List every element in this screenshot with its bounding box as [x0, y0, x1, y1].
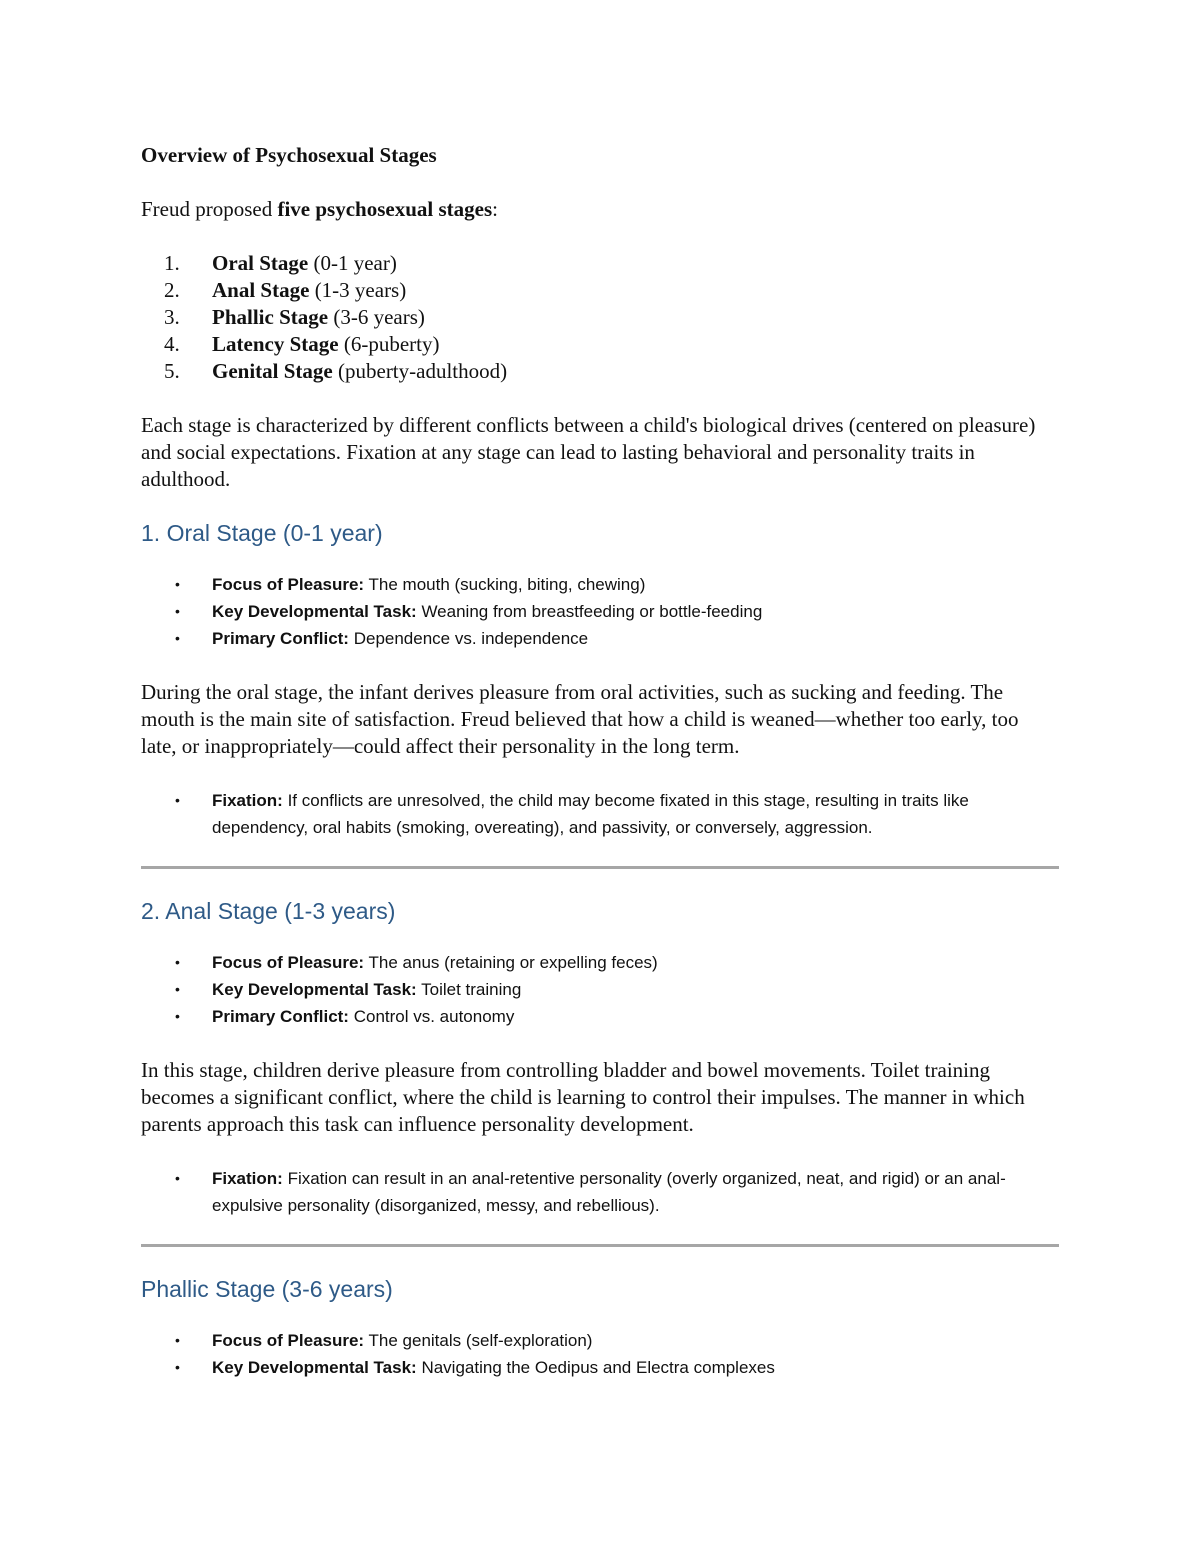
- list-item: [141, 1003, 1059, 1030]
- fact-label: Focus of Pleasure:: [212, 575, 365, 594]
- stage-name: Anal Stage: [212, 278, 310, 302]
- list-item: [141, 1327, 1059, 1354]
- fact-label: Focus of Pleasure:: [212, 953, 365, 972]
- phallic-facts-list: [141, 1327, 1059, 1381]
- fact-text: Control vs. autonomy: [348, 1007, 515, 1026]
- list-item: [141, 277, 1059, 304]
- oral-facts-list: [141, 571, 1059, 652]
- oral-fixation-list: [141, 787, 1059, 841]
- list-item: [141, 571, 1059, 598]
- stage-name: Genital Stage: [212, 359, 333, 383]
- list-item: [141, 949, 1059, 976]
- anal-fixation-list: [141, 1165, 1059, 1219]
- anal-facts-list: [141, 949, 1059, 1030]
- oral-body-paragraph: During the oral stage, the infant derives pleasure from oral activities, such as sucking and feeding. The mouth is the main site of satisfaction. Freud believed that how a child is weaned—whether too early, too late, or inappropriately—could affect their personality in the long term.: [141, 680, 1019, 758]
- section-heading-anal: 2. Anal Stage (1-3 years): [141, 898, 396, 924]
- intro-paragraph: [141, 196, 1059, 223]
- fixation-label: Fixation:: [212, 791, 283, 810]
- section-divider: [141, 1244, 1059, 1247]
- stage-range: (0-1 year): [308, 251, 397, 275]
- fact-label: Key Developmental Task:: [212, 1358, 417, 1377]
- section-divider: [141, 866, 1059, 869]
- fact-text: The mouth (sucking, biting, chewing): [364, 575, 646, 594]
- fact-text: Weaning from breastfeeding or bottle-feeding: [416, 602, 763, 621]
- fact-label: Key Developmental Task:: [212, 980, 417, 999]
- bullet-icon: •: [175, 1359, 180, 1375]
- summary-paragraph: Each stage is characterized by different conflicts between a child's biological drives (centered on pleasure) and social expectations. Fixation at any stage can lead to lasting behavioral and personality traits in adulthood.: [141, 413, 1036, 491]
- stages-list: [141, 250, 1059, 385]
- list-item: [141, 304, 1059, 331]
- list-item: [141, 625, 1059, 652]
- fact-text: The anus (retaining or expelling feces): [364, 953, 658, 972]
- fixation-text: Fixation can result in an anal-retentive personality (overly organized, neat, and rigid) or an anal-expulsive personality (disorganized, messy, and rebellious).: [212, 1169, 1006, 1215]
- list-item: [141, 598, 1059, 625]
- list-item: [141, 1354, 1059, 1381]
- intro-suffix: :: [492, 197, 498, 221]
- list-item: [141, 358, 1059, 385]
- stage-name: Latency Stage: [212, 332, 339, 356]
- stage-range: (6-puberty): [338, 332, 440, 356]
- bullet-icon: •: [175, 1008, 180, 1024]
- fact-label: Focus of Pleasure:: [212, 1331, 365, 1350]
- bullet-icon: •: [175, 1170, 180, 1186]
- intro-bold: five psychosexual stages: [277, 197, 493, 221]
- section-heading-phallic: Phallic Stage (3-6 years): [141, 1276, 393, 1302]
- fixation-text: If conflicts are unresolved, the child may become fixated in this stage, resulting in traits like dependency, oral habits (smoking, overeating), and passivity, or conversely, aggression.: [212, 791, 969, 837]
- list-number: 3.: [164, 305, 180, 329]
- fact-label: Primary Conflict:: [212, 1007, 349, 1026]
- bullet-icon: •: [175, 603, 180, 619]
- stage-range: (1-3 years): [309, 278, 407, 302]
- list-number: 5.: [164, 359, 180, 383]
- document-page: [141, 142, 1059, 1381]
- bullet-icon: •: [175, 1332, 180, 1348]
- list-number: 4.: [164, 332, 180, 356]
- anal-body-paragraph: In this stage, children derive pleasure from controlling bladder and bowel movements. Toilet training becomes a significant conflict, where the child is learning to control their impulses. The manner in which parents approach this task can influence personality development.: [141, 1058, 1025, 1136]
- list-item: [141, 1165, 1059, 1219]
- list-item: [141, 787, 1059, 841]
- list-item: [141, 976, 1059, 1003]
- stage-range: (puberty-adulthood): [332, 359, 508, 383]
- fact-text: The genitals (self-exploration): [364, 1331, 593, 1350]
- stage-name: Phallic Stage: [212, 305, 329, 329]
- bullet-icon: •: [175, 954, 180, 970]
- fixation-label: Fixation:: [212, 1169, 283, 1188]
- section-heading-oral: 1. Oral Stage (0-1 year): [141, 520, 383, 546]
- bullet-icon: •: [175, 576, 180, 592]
- bullet-icon: •: [175, 630, 180, 646]
- fact-label: Key Developmental Task:: [212, 602, 417, 621]
- list-number: 1.: [164, 251, 180, 275]
- stage-range: (3-6 years): [328, 305, 425, 329]
- list-item: [141, 250, 1059, 277]
- bullet-icon: •: [175, 792, 180, 808]
- intro-prefix: Freud proposed: [141, 197, 278, 221]
- bullet-icon: •: [175, 981, 180, 997]
- stage-name: Oral Stage: [212, 251, 309, 275]
- fact-text: Toilet training: [416, 980, 522, 999]
- document-title: Overview of Psychosexual Stages: [141, 143, 437, 167]
- fact-label: Primary Conflict:: [212, 629, 349, 648]
- list-number: 2.: [164, 278, 180, 302]
- list-item: [141, 331, 1059, 358]
- fact-text: Navigating the Oedipus and Electra complexes: [416, 1358, 775, 1377]
- fact-text: Dependence vs. independence: [348, 629, 589, 648]
